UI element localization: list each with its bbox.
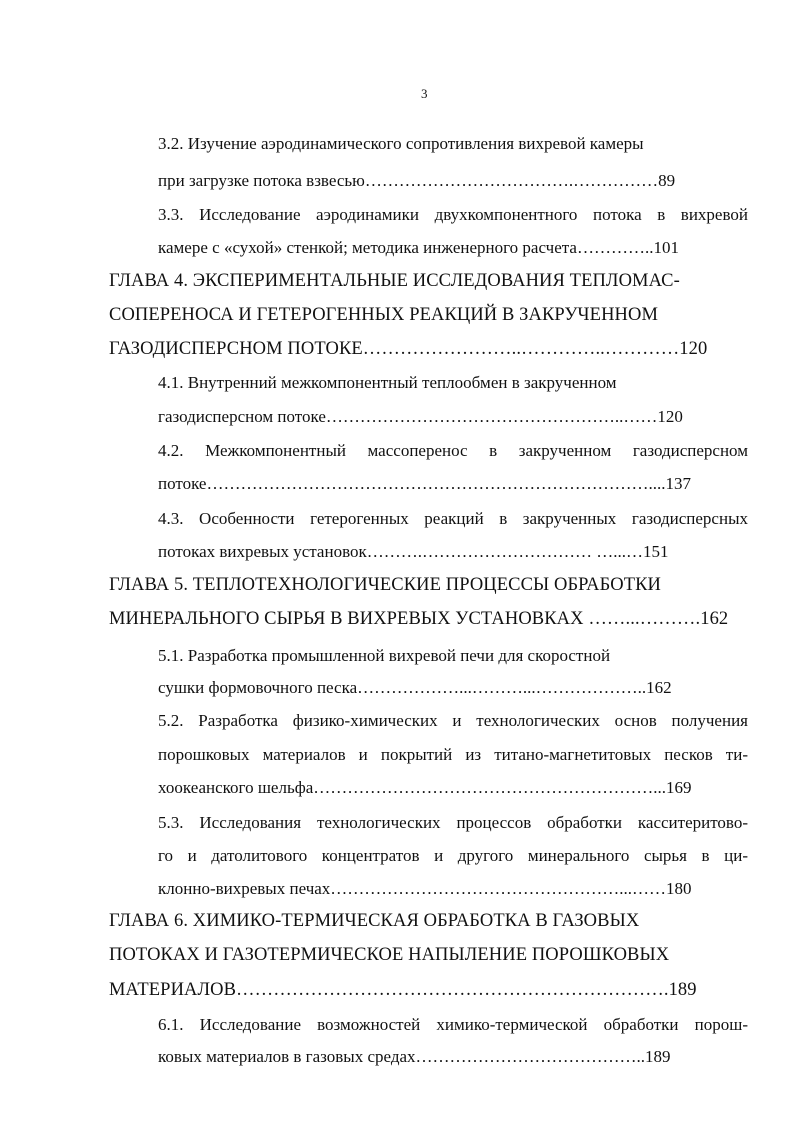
toc-entry-6-1-line-1: 6.1. Исследование возможностей химико-термической обработки порош- bbox=[158, 1015, 748, 1034]
toc-entry-5-3-line-3: клонно-вихревых печах……………………………………………...……180 bbox=[158, 879, 692, 898]
toc-entry-5-3-line-1: 5.3. Исследования технологических процессов обработки касситеритово- bbox=[158, 813, 748, 832]
toc-chapter-4-line-2: СОПЕРЕНОСА И ГЕТЕРОГЕННЫХ РЕАКЦИЙ В ЗАКРУЧЕННОМ bbox=[109, 305, 658, 325]
toc-entry-3-3-line-1: 3.3. Исследование аэродинамики двухкомпонентного потока в вихревой bbox=[158, 205, 748, 224]
toc-entry-5-1-line-1: 5.1. Разработка промышленной вихревой печи для скоростной bbox=[158, 646, 611, 665]
page-number: 3 bbox=[421, 86, 428, 101]
toc-entry-4-2-line-1: 4.2. Межкомпонентный массоперенос в закрученном газодисперсном bbox=[158, 441, 748, 460]
toc-entry-5-2-line-3: хоокеанского шельфа……………………………………………………...169 bbox=[158, 778, 692, 797]
toc-chapter-6-line-2: ПОТОКАХ И ГАЗОТЕРМИЧЕСКОЕ НАПЫЛЕНИЕ ПОРОШКОВЫХ bbox=[109, 945, 670, 965]
toc-chapter-4-line-1: ГЛАВА 4. ЭКСПЕРИМЕНТАЛЬНЫЕ ИССЛЕДОВАНИЯ ТЕПЛОМАС- bbox=[109, 271, 680, 291]
toc-entry-4-2-line-2: потоке……………………………………………………………………....137 bbox=[158, 474, 691, 493]
toc-entry-4-1-line-1: 4.1. Внутренний межкомпонентный теплообмен в закрученном bbox=[158, 373, 617, 392]
toc-entry-5-2-line-1: 5.2. Разработка физико-химических и технологических основ получения bbox=[158, 711, 748, 730]
toc-entry-4-3-line-1: 4.3. Особенности гетерогенных реакций в закрученных газодисперсных bbox=[158, 509, 748, 528]
toc-chapter-4-line-3: ГАЗОДИСПЕРСНОМ ПОТОКЕ……………………..…………..…………120 bbox=[109, 339, 708, 359]
toc-chapter-6-line-1: ГЛАВА 6. ХИМИКО-ТЕРМИЧЕСКАЯ ОБРАБОТКА В ГАЗОВЫХ bbox=[109, 911, 640, 931]
toc-entry-4-3-line-2: потоках вихревых установок……….………………………… …...…151 bbox=[158, 542, 669, 561]
toc-entry-3-2-line-2: при загрузке потока взвесью……………………………….……………89 bbox=[158, 171, 676, 190]
toc-entry-3-2-line-1: 3.2. Изучение аэродинамического сопротивления вихревой камеры bbox=[158, 134, 644, 153]
toc-entry-5-2-line-2: порошковых материалов и покрытий из титано-магнетитовых песков ти- bbox=[158, 745, 748, 764]
toc-entry-3-3-line-2: камере с «сухой» стенкой; методика инженерного расчета…………..101 bbox=[158, 238, 679, 257]
toc-entry-5-1-line-2: сушки формовочного песка………………...………...………………..162 bbox=[158, 678, 672, 697]
toc-entry-5-3-line-2: го и датолитового концентратов и другого минерального сырья в ци- bbox=[158, 846, 748, 865]
toc-entry-6-1-line-2: ковых материалов в газовых средах…………………………………..189 bbox=[158, 1047, 671, 1066]
toc-chapter-5-line-2: МИНЕРАЛЬНОГО СЫРЬЯ В ВИХРЕВЫХ УСТАНОВКАХ ……...……….162 bbox=[109, 609, 729, 629]
toc-entry-4-1-line-2: газодисперсном потоке……………………………………………..……120 bbox=[158, 407, 683, 426]
toc-chapter-5-line-1: ГЛАВА 5. ТЕПЛОТЕХНОЛОГИЧЕСКИЕ ПРОЦЕССЫ ОБРАБОТКИ bbox=[109, 575, 662, 595]
toc-chapter-6-line-3: МАТЕРИАЛОВ…………………………………………………………….189 bbox=[109, 980, 697, 1000]
